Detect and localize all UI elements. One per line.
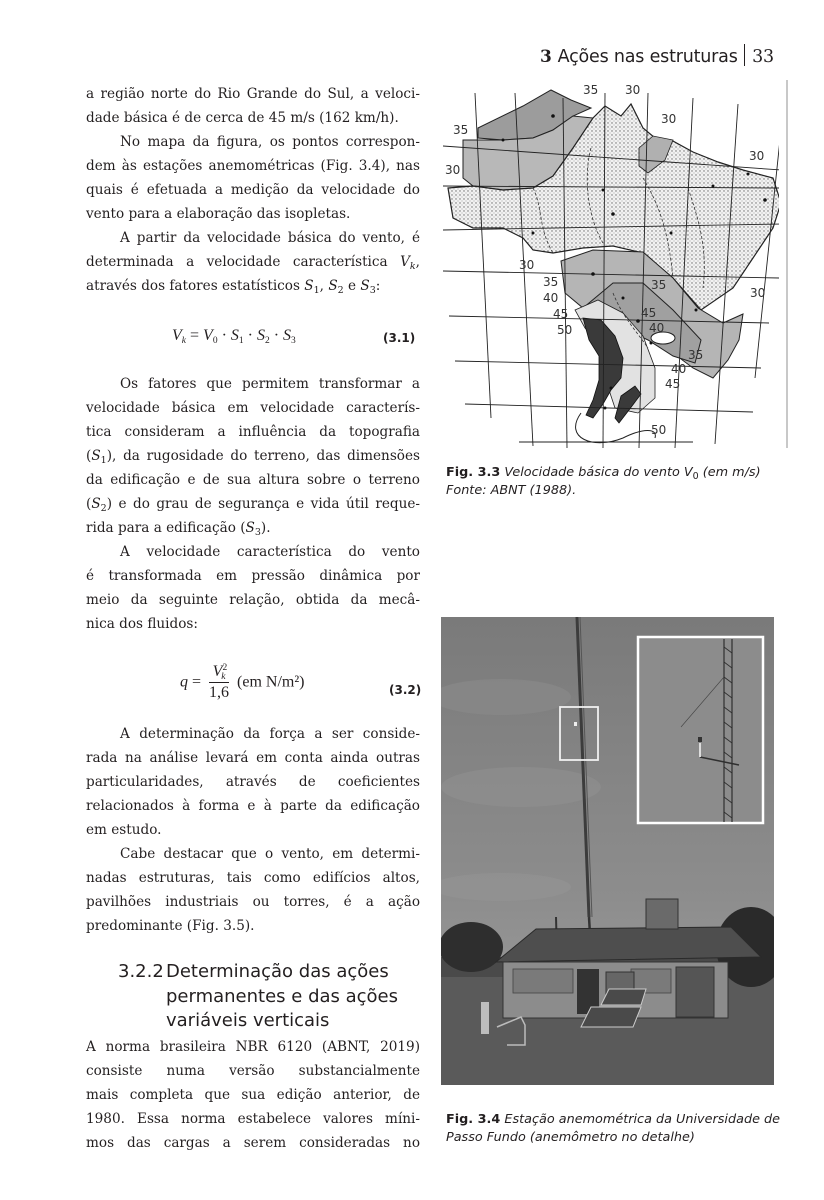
var-s: S: [328, 278, 338, 294]
text-line: A partir da velocidade básica do vento, é: [120, 230, 420, 246]
text-fragment: através dos fatores estatísticos: [86, 278, 300, 294]
text-line: pavilhões industriais ou torres, é a ação: [86, 894, 420, 910]
paragraph-predominant: [86, 842, 420, 938]
isopleth-label: 35: [583, 83, 599, 97]
subscript: k: [221, 672, 226, 682]
text-line: Cabe destacar que o vento, em determi-: [120, 846, 420, 862]
text-line: rada na análise levará em conta ainda outras: [86, 750, 420, 766]
anemometric-station-photo: [441, 617, 774, 1085]
page-number: 33: [752, 47, 774, 67]
caption-text: Estação anemométrica da Universidade de: [504, 1112, 781, 1127]
subscript: 0: [212, 336, 218, 346]
section-title-line: variáveis verticais: [166, 1010, 330, 1031]
text-line: nadas estruturas, tais como edifícios altos,: [86, 870, 420, 886]
subscript: 2: [100, 503, 107, 514]
text-line: nica dos fluidos:: [86, 616, 198, 632]
subscript: 1: [313, 285, 320, 296]
section-title-line: permanentes e das ações: [166, 985, 399, 1007]
isopleth-label: 45: [665, 377, 681, 391]
text-line: dem às estações anemométricas (Fig. 3.4), nas: [86, 158, 420, 174]
paragraph-basic-velocity: [86, 226, 420, 298]
text-line: particularidades, através de coeficientes: [86, 774, 420, 790]
text-line: tica consideram a influência da topografia: [86, 424, 420, 440]
numerator: [209, 663, 229, 683]
text-fragment: determinada a velocidade característica: [86, 254, 388, 270]
equals: =: [188, 673, 206, 691]
text-line: $(S_2)$ e do grau de segurança e vida útil reque-: [86, 496, 420, 514]
equation-number: (3.1): [383, 331, 416, 345]
dot-operator: ·: [217, 327, 231, 344]
isopleth-label: 35: [688, 348, 704, 362]
text-line: A velocidade característica do vento: [120, 544, 420, 560]
section-heading: [118, 960, 416, 1034]
text-line: mais completa que sua edição anterior, de: [86, 1087, 420, 1103]
fraction: [209, 663, 229, 703]
isopleth-label: 30: [661, 112, 677, 126]
var-s: S: [91, 448, 101, 464]
equation-number: (3.2): [389, 683, 422, 697]
section-title-line: Determinação das ações: [166, 961, 389, 982]
isopleth-label: 30: [750, 286, 766, 300]
text-fragment: da rugosidade do terreno, das dimensões: [123, 448, 420, 464]
dot-operator: ·: [269, 327, 284, 344]
text-line: No mapa da figura, os pontos correspon-: [120, 134, 420, 150]
unit-label: (em N/m²): [237, 673, 305, 691]
isopleth-label: 35: [543, 275, 559, 289]
caption-fragment: (em m/s): [698, 465, 761, 480]
caption-text: [504, 465, 760, 480]
equation-3-1: [172, 327, 296, 345]
var-s: S: [91, 496, 101, 512]
isopleth-label: 40: [649, 321, 665, 335]
superscript: 2: [222, 663, 228, 673]
equation-3-2: [180, 663, 304, 703]
text-fragment: e do grau de segurança e vida útil reque-: [118, 496, 420, 512]
subscript: 1: [100, 455, 107, 466]
figure-label: Fig. 3.3: [446, 465, 501, 480]
subscript: 2: [264, 336, 270, 346]
station-photo-illustration: [441, 617, 774, 1085]
var-s: S: [245, 520, 255, 536]
subscript: 2: [337, 285, 344, 296]
header-divider: [744, 44, 746, 66]
subscript: k: [181, 336, 186, 346]
text-line: a região norte do Rio Grande do Sul, a veloci-: [86, 86, 420, 102]
var-v: V: [172, 327, 182, 344]
var-v: V: [203, 327, 213, 344]
brazil-isopleth-map: [443, 78, 779, 448]
isopleth-label: 40: [671, 362, 687, 376]
text-line: velocidade básica em velocidade caracterís-: [86, 400, 420, 416]
caption-fragment: Velocidade básica do vento V: [504, 465, 693, 480]
paragraph-nbr6120: [86, 1035, 420, 1155]
text-fragment: e: [348, 278, 357, 294]
subscript: 1: [238, 336, 244, 346]
section-number: 3.2.2: [118, 961, 164, 982]
isopleth-label: 45: [553, 307, 569, 321]
subscript: k: [409, 261, 416, 272]
paragraph-stations: [86, 130, 420, 226]
text-fragment: rida para a edificação: [86, 520, 236, 536]
isopleth-label: 30: [519, 258, 535, 272]
var-s: S: [230, 327, 239, 344]
text-line: predominante (Fig. 3.5).: [86, 918, 255, 934]
text-line: quais é efetuada a medição da velocidade do: [86, 182, 420, 198]
var-v: V: [212, 663, 223, 680]
figure-3-4-caption: [446, 1111, 780, 1147]
text-line: Os fatores que permitem transformar a: [120, 376, 420, 392]
punct: :: [375, 278, 381, 294]
text-line: através dos fatores estatísticos $S_1$, $S_2$ e $S_3$:: [86, 278, 381, 296]
subscript: 3: [369, 285, 376, 296]
subscript: 0: [692, 471, 699, 482]
text-line: meio da seguinte relação, obtida da mecâ-: [86, 592, 420, 608]
text-line: $(S_1)$, da rugosidade do terreno, das dimensões: [86, 448, 420, 466]
text-line: vento para a elaboração das isopletas.: [86, 206, 351, 222]
text-line: [86, 250, 420, 274]
var-s: S: [256, 327, 265, 344]
paragraph-force: [86, 722, 420, 842]
chapter-number: 3: [540, 47, 552, 67]
var-s: S: [304, 278, 314, 294]
text-line: A determinação da força a ser conside-: [120, 726, 420, 742]
isopleth-label: 30: [445, 163, 461, 177]
paragraph-dynamic-pressure: [86, 540, 420, 636]
text-line: da edificação e de sua altura sobre o terreno: [86, 472, 420, 488]
isopleth-label: 40: [543, 291, 559, 305]
text-line: é transformada em pressão dinâmica por: [86, 568, 420, 584]
equals: =: [186, 327, 204, 344]
denominator: 1,6: [209, 684, 230, 701]
punct: ,: [415, 254, 420, 270]
text-line: mos das cargas a serem consideradas no: [86, 1135, 420, 1151]
section-title: [166, 960, 416, 1034]
figure-rule: [786, 80, 788, 448]
dot-operator: ·: [243, 327, 257, 344]
isopleth-label: 45: [641, 306, 657, 320]
isopleth-label: 50: [651, 423, 667, 437]
var-q: q: [180, 673, 188, 691]
paragraph-factors: [86, 372, 420, 540]
isopleth-label: 30: [749, 149, 765, 163]
var-s: S: [360, 278, 370, 294]
var-s: S: [283, 327, 292, 344]
chapter-title: Ações nas estruturas: [557, 47, 738, 67]
paragraph-continuation: [86, 82, 420, 130]
text-line: consiste numa versão substancialmente: [86, 1063, 420, 1079]
subscript: 3: [291, 336, 296, 346]
isopleth-label: 50: [557, 323, 573, 337]
text-line: em estudo.: [86, 822, 162, 838]
figure-label: Fig. 3.4: [446, 1112, 501, 1127]
caption-text: Passo Fundo (anemômetro no detalhe): [446, 1130, 695, 1145]
text-line: 1980. Essa norma estabelece valores míni-: [86, 1111, 420, 1127]
subscript: 3: [254, 527, 261, 538]
caption-source: Fonte: ABNT (1988).: [446, 483, 577, 498]
var-v: V: [400, 254, 410, 270]
isopleth-label: 35: [651, 278, 667, 292]
text-line: dade básica é de cerca de 45 m/s (162 km/h).: [86, 110, 399, 126]
isopleth-label: 30: [625, 83, 641, 97]
text-line: rida para a edificação $(S_3)$.: [86, 520, 271, 538]
isopleth-label: 35: [453, 123, 469, 137]
figure-3-3-caption: [446, 464, 761, 500]
running-header: [540, 44, 774, 67]
text-line: relacionados à forma e à parte da edificação: [86, 798, 420, 814]
isopleth-map-figure: [443, 78, 779, 448]
text-line: A norma brasileira NBR 6120 (ABNT, 2019): [86, 1039, 420, 1055]
